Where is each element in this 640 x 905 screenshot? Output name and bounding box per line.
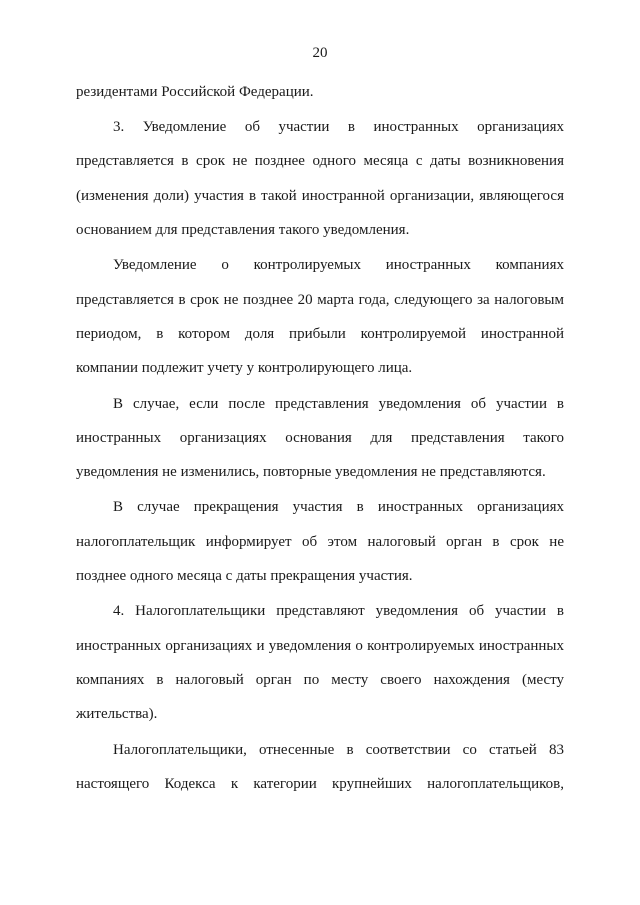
page-number: 20 xyxy=(312,45,328,61)
paragraph-line: резидентами Российской Федерации. xyxy=(76,84,314,100)
paragraph-line: В случае, если после представления уведомления об участии в xyxy=(113,396,564,412)
paragraph-line: налогоплательщик информирует об этом налоговый орган в срок не xyxy=(76,534,564,550)
paragraph-line: 3. Уведомление об участии в иностранных организациях xyxy=(113,119,564,135)
paragraph-line: позднее одного месяца с даты прекращения участия. xyxy=(76,568,413,584)
paragraph-line: Налогоплательщики, отнесенные в соответствии со статьей 83 xyxy=(113,742,564,758)
paragraph-line: Уведомление о контролируемых иностранных компаниях xyxy=(113,257,564,273)
paragraph-line: представляется в срок не позднее одного месяца с даты возникновения xyxy=(76,153,564,169)
paragraph-line: (изменения доли) участия в такой иностранной организации, являющегося xyxy=(76,188,564,204)
paragraph-line: настоящего Кодекса к категории крупнейших налогоплательщиков, xyxy=(76,776,564,792)
paragraph-line: компаниях в налоговый орган по месту своего нахождения (месту xyxy=(76,672,564,688)
paragraph-line: 4. Налогоплательщики представляют уведомления об участии в xyxy=(113,603,564,619)
paragraph-line: основанием для представления такого уведомления. xyxy=(76,222,410,238)
paragraph-line: периодом, в котором доля прибыли контролируемой иностранной xyxy=(76,326,564,342)
paragraph-line: В случае прекращения участия в иностранных организациях xyxy=(113,499,564,515)
paragraph-line: жительства). xyxy=(76,706,158,722)
paragraph-line: иностранных организациях основания для представления такого xyxy=(76,430,564,446)
paragraph-line: уведомления не изменились, повторные уведомления не представляются. xyxy=(76,464,546,480)
paragraph-line: компании подлежит учету у контролирующего лица. xyxy=(76,360,413,376)
paragraph-line: иностранных организациях и уведомления о контролируемых иностранных xyxy=(76,638,564,654)
paragraph-line: представляется в срок не позднее 20 марта года, следующего за налоговым xyxy=(76,292,564,308)
